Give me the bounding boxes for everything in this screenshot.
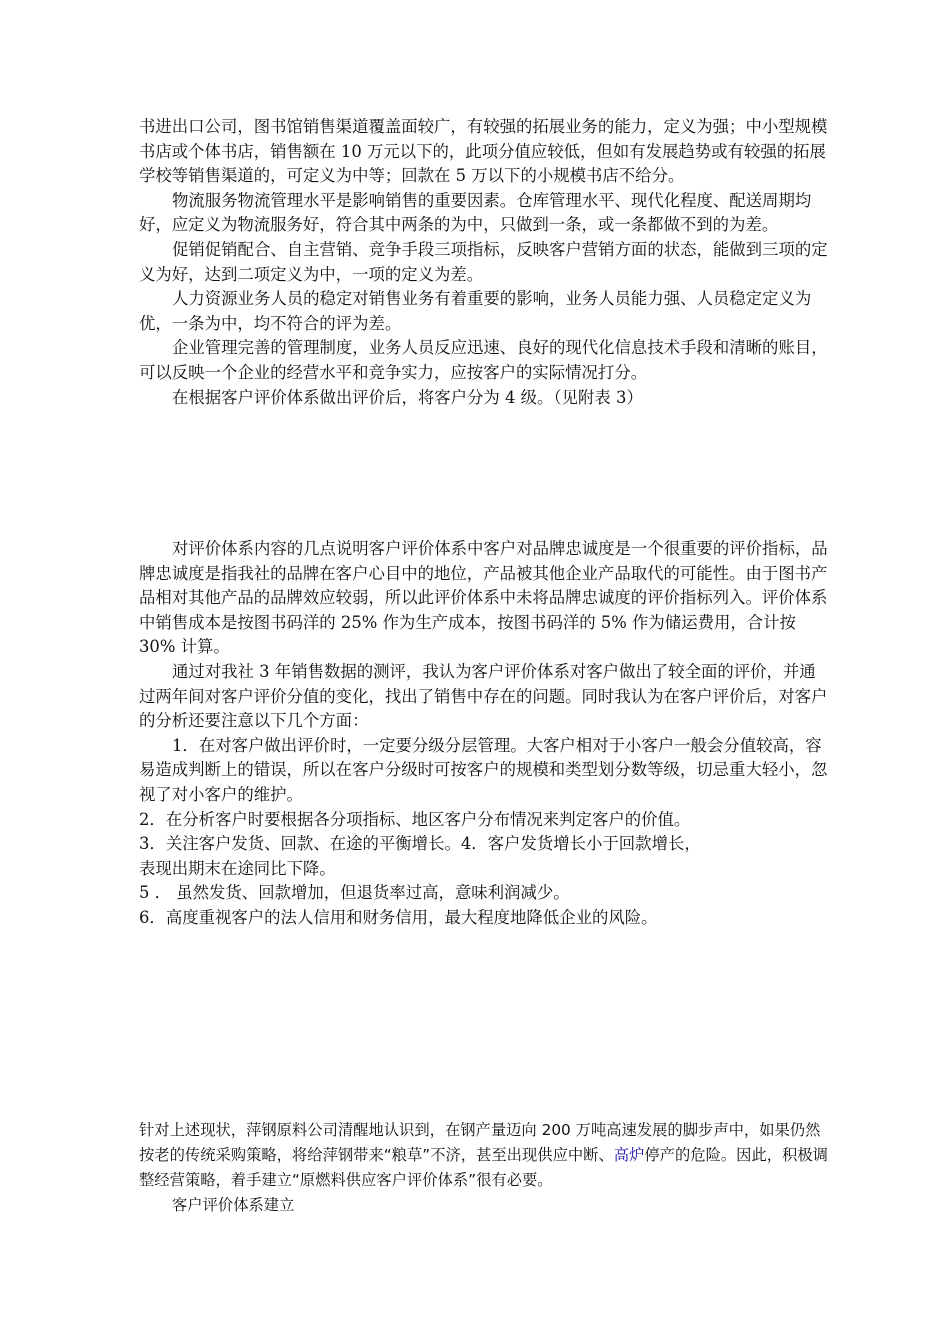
- paragraph-system-setup: 客户评价体系建立: [172, 1196, 295, 1214]
- document-body-lower: [139, 1118, 829, 1218]
- paragraph-logistics: 物流服务物流管理水平是影响销售的重要因素。仓库管理水平、现代化程度、配送周期均好，应定义为物流服务好，符合其中两条的为中，只做到一条，或一条都做不到的为差。: [139, 190, 812, 235]
- paragraph-pinggang: [139, 1118, 829, 1193]
- paragraph-pinggang-part1: 针对上述现状，萍钢原料公司清醒地认识到，在钢产量迈向 200 万吨高速发展的脚步声中，如果仍然按老的传统采购策略，将给萍钢带来“粮草”不济，甚至出现供应中断、: [139, 1121, 821, 1164]
- paragraph-human-resources: 人力资源业务人员的稳定对销售业务有着重要的影响，业务人员能力强、人员稳定定义为优，一条为中，均不符合的评为差。: [139, 289, 812, 333]
- list-item-3-line2: 表现出期末在途同比下降。: [139, 858, 336, 878]
- paragraph-evaluation-notes: 对评价体系内容的几点说明客户评价体系中客户对品牌忠诚度是一个很重要的评价指标，品牌忠诚度是指我社的品牌在客户心目中的地位，产品被其他企业产品取代的可能性。由于图书产品相对其他产品的品牌效应较弱，所以此评价体系中未将品牌忠诚度的评价指标列入。评价体系中销售成本是按图书码洋的 25% 作为生产成本，按图书码洋的 5% 作为储运费用，合计按 30% 计算。: [139, 539, 828, 657]
- document-body-middle: [139, 537, 829, 931]
- paragraph-pinggang-part2: 停产的危险。因此，积极调整经营策略，着手建立“原燃料供应客户评价体系”很有必要。: [139, 1146, 828, 1189]
- list-item-6: 6．高度重视客户的法人信用和财务信用，最大程度地降低企业的风险。: [139, 907, 658, 927]
- list-item-2: 2．在分析客户时要根据各分项指标、地区客户分布情况来判定客户的价值。: [139, 809, 691, 829]
- list-item-3-line1: 3．关注客户发货、回款、在途的平衡增长。4．客户发货增长小于回款增长，: [139, 834, 701, 854]
- document-body-upper: [139, 115, 829, 410]
- paragraph-sales-data: 通过对我社 3 年销售数据的测评，我认为客户评价体系对客户做出了较全面的评价，并通过两年间对客户评价分值的变化，找出了销售中存在的问题。同时我认为在客户评价后，对客户的分析还要注意以下几个方面：: [139, 661, 828, 731]
- paragraph-promotion: 促销促销配合、自主营销、竞争手段三项指标，反映客户营销方面的状态，能做到三项的定义为好，达到二项定义为中，一项的定义为差。: [139, 239, 828, 284]
- list-item-5: 5 ． 虽然发货、回款增加，但退货率过高，意味利润减少。: [139, 883, 570, 903]
- paragraph-bookstore-scoring: 书进出口公司，图书馆销售渠道覆盖面较广，有较强的拓展业务的能力，定义为强；中小型规模书店或个体书店，销售额在 10 万元以下的，此项分值应较低，但如有发展趋势或有较强的拓展学校等销售渠道的，可定义为中等；回款在 5 万以下的小规模书店不给分。: [139, 117, 828, 186]
- list-item-1: 1．在对客户做出评价时，一定要分级分层管理。大客户相对于小客户一般会分值较高，容易造成判断上的错误，所以在客户分级时可按客户的规模和类型划分数等级，切忌重大轻小，忽视了对小客户的维护。: [139, 735, 828, 804]
- list-item-3: [139, 832, 829, 881]
- paragraph-management: 企业管理完善的管理制度，业务人员反应迅速、良好的现代化信息技术手段和清晰的账目，可以反映一个企业的经营水平和竞争实力，应按客户的实际情况打分。: [139, 338, 828, 382]
- blast-furnace-link[interactable]: 高炉: [613, 1146, 645, 1164]
- paragraph-classification: 在根据客户评价体系做出评价后，将客户分为 4 级。（见附表 3）: [172, 387, 643, 407]
